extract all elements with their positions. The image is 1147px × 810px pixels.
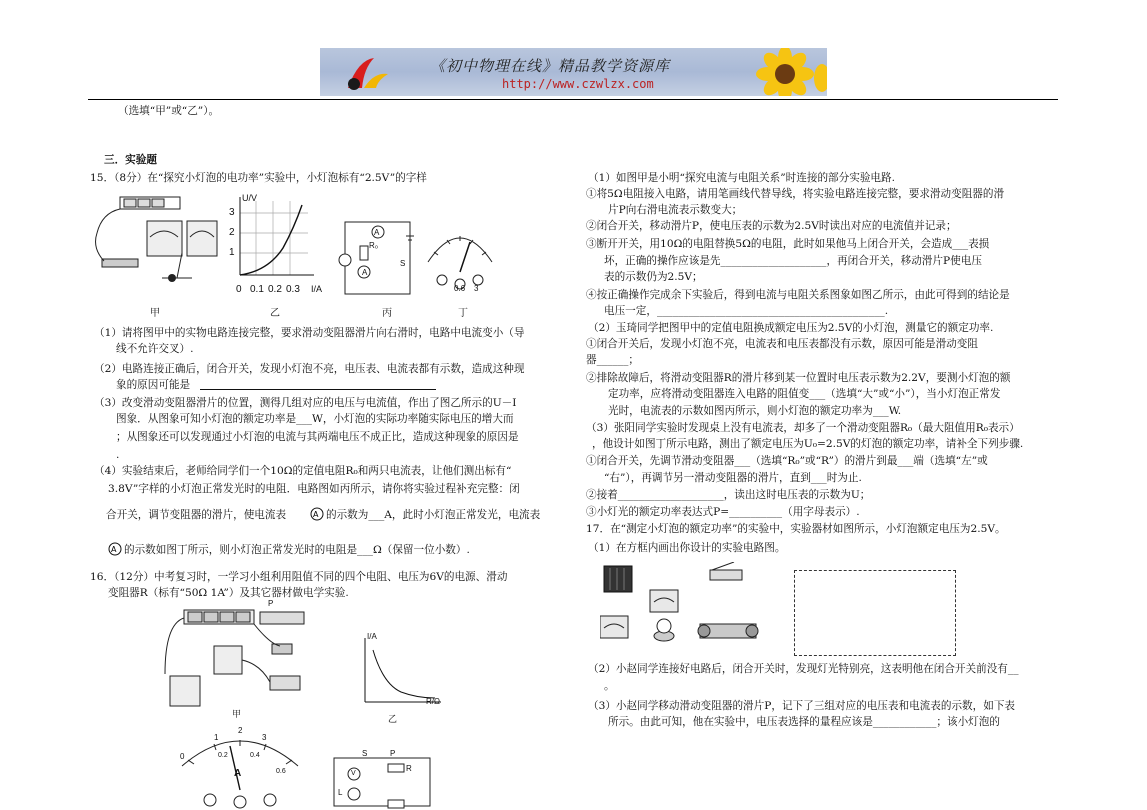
circuit-label-a1: A <box>374 228 380 237</box>
r-line-11: ①闭合开关后，发现小灯泡不亮，电流表和电压表都没有示数，原因可能是滑动变阻 <box>586 338 978 350</box>
section-heading: 三．实验题 <box>104 154 157 166</box>
q16-circuit-p: P <box>268 599 274 608</box>
header-banner <box>320 48 827 96</box>
answer-box-circuit[interactable] <box>794 570 956 656</box>
q15-part2-b: 象的原因可能是 <box>116 379 191 391</box>
question-16-a: 16．（12分）中考复习时，一学习小组利用阻值不同的四个电阻、电压为6V的电源、滑动 <box>90 571 508 583</box>
r-line-8: ④按正确操作完成余下实验后，得到电流与电阻关系图象如图乙所示，由此可得到的结论是 <box>586 289 1010 301</box>
circuit-label-s: S <box>400 259 406 268</box>
circ-v: V <box>351 770 356 777</box>
fig-label-bing: 丙 <box>382 308 392 319</box>
meter-tick-0: 0 <box>180 752 185 761</box>
r-line-7: 表的示数仍为2.5V； <box>604 271 703 283</box>
graph-y-label: U/V <box>242 193 258 203</box>
q15-part4-d: 的示数如图丁所示，则小灯泡正常发光时的电阻是___Ω（保留一位小数）. <box>124 544 470 556</box>
circuit-label-r0: R₀ <box>369 241 379 250</box>
r-line-21: ③小灯光的额定功率表达式P=__________（用字母表示）. <box>586 506 860 518</box>
r-line-16: （3）张阳同学实验时发现桌上没有电流表，却多了一个滑动变阻器R₀（最大阻值用R₀表示） <box>586 422 1020 434</box>
figure-yi-graph <box>228 193 328 298</box>
question-16-b: 变阻器R（标有“50Ω 1A”）及其它器材做电学实验. <box>108 587 349 599</box>
q16-circuit-jia <box>160 604 320 714</box>
header-rule <box>88 99 1058 100</box>
r-line-13: ②排除故障后，将滑动变阻器R的滑片移到某一位置时电压表示数为2.2V，要测小灯泡的额 <box>586 372 1011 384</box>
r-line-18: ①闭合开关，先调节滑动变阻器___（选填“R₀”或“R”）的滑片到最___端（选填“左”或 <box>586 455 988 467</box>
circ-p: P <box>390 749 396 758</box>
meter-tick-02: 0.2 <box>218 752 228 759</box>
meter-unit: A <box>234 768 242 779</box>
q15-part2-a: （2）电路连接正确后，闭合开关，发现小灯泡不亮，电压表、电流表都有示数，造成这种现 <box>94 363 525 375</box>
r-line-19: “右”），再调节另一滑动变阻器的滑片，直到___时为止. <box>604 472 862 484</box>
r-line-20: ②接着____________________，读出这时电压表的示数为U； <box>586 489 871 501</box>
graph-x-label: I/A <box>311 284 323 294</box>
text-line: （选填“甲”或“乙”）。 <box>118 105 220 117</box>
r-line-26: （3）小赵同学移动滑动变阻器的滑片P，记下了三组对应的电压表和电流表的示数，如下表 <box>588 700 1016 712</box>
meter-tick-06: 0.6 <box>276 768 286 775</box>
ammeter-a2-icon <box>108 542 122 556</box>
svg-text:A: A <box>313 510 319 519</box>
meter-tick-2: 2 <box>238 726 243 735</box>
q16-fig-jia: 甲 <box>232 709 242 719</box>
q15-part4-c: 合开关，调节变阻器的滑片，使电流表 <box>106 509 287 521</box>
ammeter-range-label: 0.6 <box>454 284 466 293</box>
ammeter-a1-icon <box>310 507 324 521</box>
svg-text:A: A <box>111 545 117 554</box>
r-line-3: 片P向右滑电流表示数变大； <box>608 204 743 216</box>
r-line-17: ，他设计如图丁所示电路，测出了额定电压为U₀=2.5V的灯泡的额定功率，请补全下列步骤. <box>592 438 1024 450</box>
r-line-15: 光时，电流表的示数如图丙所示，则小灯泡的额定功率为___W. <box>608 405 902 417</box>
r-line-6: 坏，正确的操作应该是先____________________，再闭合开关，移动滑片P使电压 <box>604 255 982 267</box>
graph-tick-y2: 2 <box>229 227 235 238</box>
q15-part3-b: 图象．从图象可知小灯泡的额定功率是___W，小灯泡的实际功率随实际电压的增大而 <box>116 413 514 425</box>
fig-label-ding: 丁 <box>458 308 468 319</box>
q15-part4-a: （4）实验结束后，老师给同学们一个10Ω的定值电阻R₀和两只电流表，让他们测出标有“ <box>94 465 512 477</box>
q17-equipment <box>600 562 780 657</box>
r-line-23: （1）在方框内画出你设计的实验电路图。 <box>588 542 786 554</box>
r-line-25: 。 <box>604 680 615 692</box>
r-line-10: （2）玉琦同学把图甲中的定值电阻换成额定电压为2.5V的小灯泡，测量它的额定功率. <box>588 322 994 334</box>
q16-circuit-diagram <box>328 744 438 810</box>
figure-ding-ammeter <box>420 222 500 292</box>
graph-tick-x0: 0 <box>236 284 242 295</box>
graph-tick-y1: 1 <box>229 247 235 258</box>
q15-part4-c2: 的示数为___A，此时小灯泡正常发光，电流表 <box>326 509 541 521</box>
circ-s: S <box>362 749 368 758</box>
graph-tick-x2: 0.2 <box>268 284 282 295</box>
r-line-1: （1）如图甲是小明“探究电流与电阻关系”时连接的部分实验电路. <box>588 172 895 184</box>
question-15-stem: 15．（8分）在“探究小灯泡的电功率”实验中，小灯泡标有“2.5V”的字样 <box>90 172 427 184</box>
meter-tick-1: 1 <box>214 733 219 742</box>
meter-tick-04: 0.4 <box>250 752 260 759</box>
circ-r: R <box>406 764 412 773</box>
q15-part4-b: 3.8V”字样的小灯泡正常发光时的电阻．电路图如丙所示，请你将实验过程补充完整：闭 <box>108 483 520 495</box>
circ-l: L <box>338 788 343 797</box>
figure-bing-circuit <box>330 210 420 300</box>
fig-label-jia: 甲 <box>150 308 160 319</box>
r-line-24: （2）小赵同学连接好电路后，闭合开关时，发现灯光特别亮，这表明他在闭合开关前没有__ <box>588 663 1019 675</box>
r-line-9: 电压一定，___________________________________________. <box>604 305 889 317</box>
r-line-22: 17．在“测定小灯泡的额定功率”的实验中，实验器材如图所示，小灯泡额定电压为2.5V。 <box>586 523 1006 535</box>
graph-tick-y3: 3 <box>229 207 235 218</box>
r-line-27: 所示。由此可知，他在实验中，电压表选择的量程应该是____________；该小灯泡的 <box>608 716 1000 728</box>
q16-fig-yi: 乙 <box>388 714 398 724</box>
q15-part3-d: . <box>116 449 120 461</box>
banner-title: 《初中物理在线》精品教学资源库 <box>430 57 671 75</box>
fig-label-yi: 乙 <box>270 308 280 319</box>
r-line-12: 器______； <box>586 354 639 366</box>
figure-jia-circuit <box>92 193 222 298</box>
q16-graph-xlabel: R/Ω <box>426 697 440 706</box>
ammeter-range-label-3: 3 <box>474 284 479 293</box>
banner-url[interactable]: http://www.czwlzx.com <box>502 77 654 91</box>
q15-part1-a: （1）请将图甲中的实物电路连接完整，要求滑动变阻器滑片向右滑时，电路中电流变小（导 <box>94 327 525 339</box>
r-line-4: ②闭合开关，移动滑片P，使电压表的示数为2.5V时读出对应的电流值并记录； <box>586 220 957 232</box>
q16-graph-ylabel: I/A <box>367 632 377 641</box>
q15-part3-a: （3）改变滑动变阻器滑片的位置，测得几组对应的电压与电流值，作出了图乙所示的U－I <box>94 397 517 409</box>
r-line-5: ③断开开关，用10Ω的电阻替换5Ω的电阻，此时如果他马上闭合开关，会造成___表损 <box>586 238 990 250</box>
r-line-2: ①将5Ω电阻接入电路，请用笔画线代替导线，将实验电路连接完整，要求滑动变阻器的滑 <box>586 188 1005 200</box>
graph-tick-x3: 0.3 <box>286 284 300 295</box>
q15-part1-b: 线不允许交叉）. <box>116 343 194 355</box>
graph-tick-x1: 0.1 <box>250 284 264 295</box>
sunflower-icon <box>740 48 827 96</box>
logo-icon <box>340 54 400 92</box>
r-line-14: 定功率，应将滑动变阻器连入电路的阻值变___（选填“大”或“小”），当小灯泡正常发 <box>608 388 1001 400</box>
circuit-label-a2: A <box>362 268 368 277</box>
answer-blank[interactable] <box>200 389 436 390</box>
meter-tick-3: 3 <box>262 733 267 742</box>
q15-part3-c: ；从图象还可以发现通过小灯泡的电流与其两端电压不成正比，造成这种现象的原因是 <box>116 431 519 443</box>
